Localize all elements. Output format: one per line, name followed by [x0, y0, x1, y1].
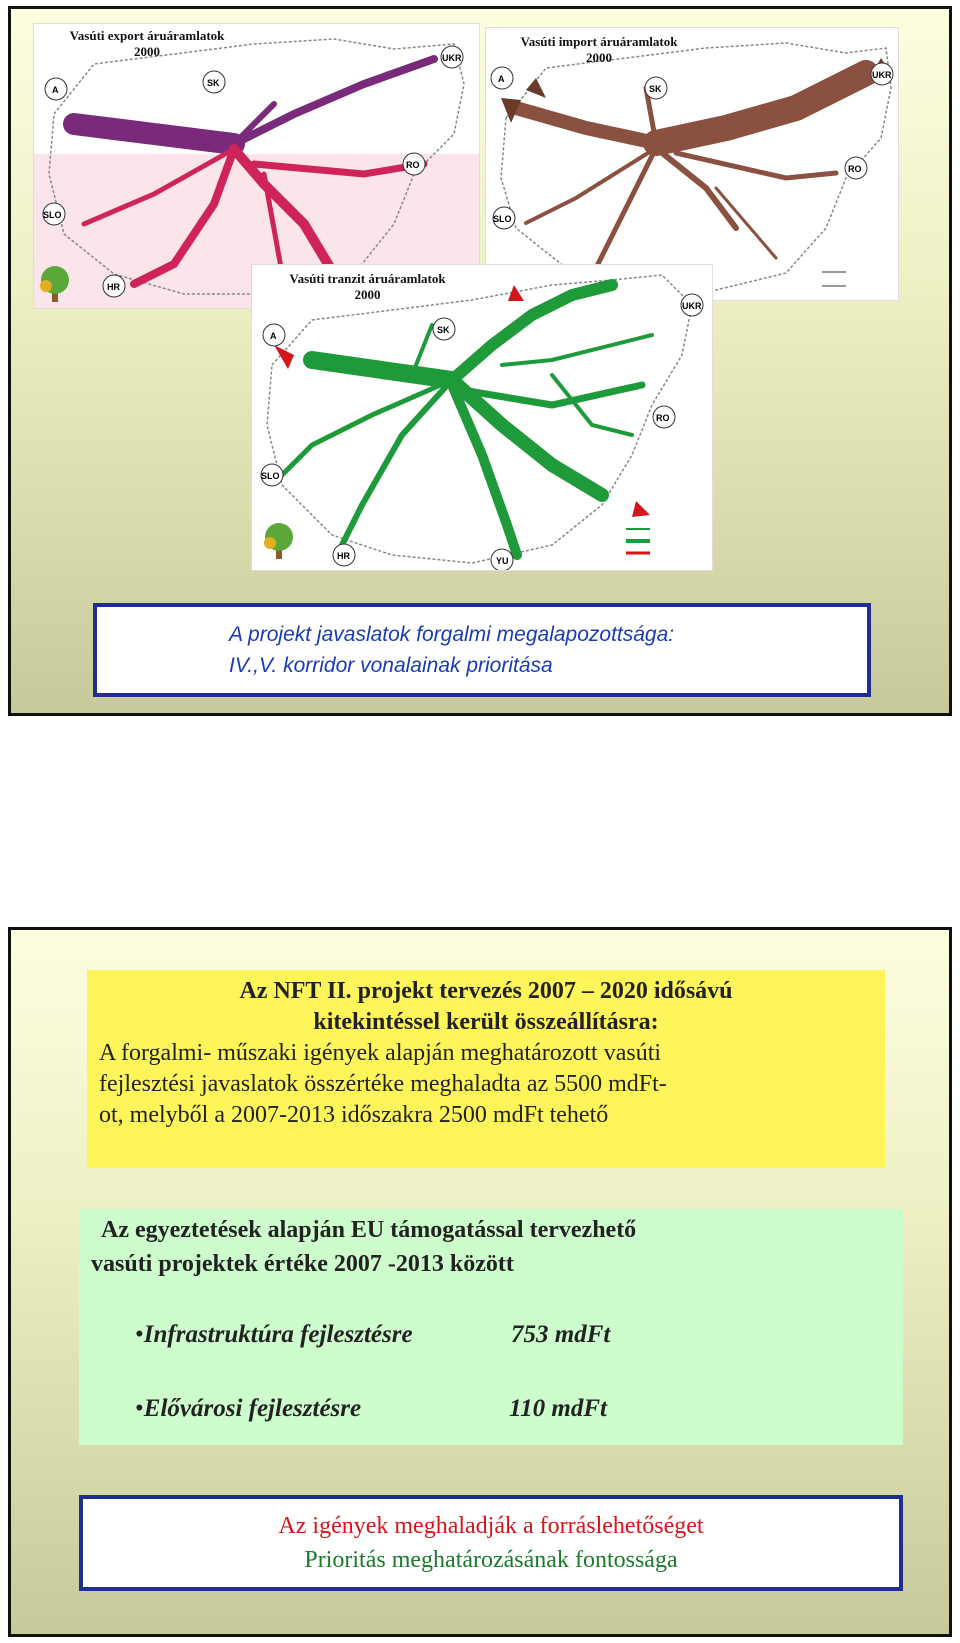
svg-text:HR: HR: [107, 282, 120, 292]
tree-logo-icon: [40, 266, 69, 302]
bullet-infrastructure: [135, 1321, 413, 1349]
summary-heading-line-1: Az NFT II. projekt tervezés 2007 – 2020 idősávú: [239, 978, 733, 1004]
bullet-label: Infrastruktúra fejlesztésre: [143, 1321, 413, 1348]
svg-text:A: A: [52, 85, 59, 95]
summary-paragraph-line-2: fejlesztési javaslatok összértéke meghaladta az 5500 mdFt-: [99, 1071, 667, 1097]
bullet-infrastructure-value: 753 mdFt: [511, 1321, 611, 1348]
svg-text:SK: SK: [207, 78, 220, 88]
import-map-title: Vasúti import áruáramlatok: [520, 34, 678, 49]
import-map: [485, 27, 899, 301]
slide-maps: [8, 6, 952, 716]
transit-map-year: 2000: [354, 287, 381, 302]
slide-budget: [8, 927, 952, 1637]
eu-funding-box: [79, 1209, 903, 1445]
bullet-label: Elővárosi fejlesztésre: [143, 1395, 362, 1422]
bullet-suburban: [135, 1395, 361, 1423]
summary-paragraph-line-1: A forgalmi- műszaki igények alapján meghatározott vasúti: [99, 1040, 662, 1066]
svg-text:SK: SK: [649, 84, 662, 94]
bullet-icon: •: [135, 1395, 144, 1422]
caption-line-2: IV.,V. korridor vonalainak prioritása: [229, 654, 553, 677]
caption-line-1: A projekt javaslatok forgalmi megalapozottsága:: [229, 623, 675, 646]
svg-text:RO: RO: [406, 160, 420, 170]
svg-text:SK: SK: [437, 325, 450, 335]
summary-box: [87, 970, 885, 1168]
transit-map-graphic: [252, 265, 712, 570]
conclusion-box: [79, 1495, 903, 1591]
svg-text:HR: HR: [337, 551, 350, 561]
tree-logo-icon: [264, 523, 293, 559]
transit-map: [251, 264, 713, 571]
bullet-icon: •: [135, 1321, 144, 1348]
svg-text:SLO: SLO: [261, 471, 280, 481]
eu-heading-line-2: vasúti projektek értéke 2007 -2013 között: [91, 1251, 514, 1277]
svg-text:RO: RO: [656, 413, 670, 423]
conclusion-line-1: Az igények meghaladják a forráslehetőséget: [278, 1513, 704, 1539]
svg-text:UKR: UKR: [442, 53, 462, 63]
svg-text:RO: RO: [848, 164, 862, 174]
svg-text:UKR: UKR: [872, 70, 892, 80]
summary-paragraph-line-3: ot, melyből a 2007-2013 időszakra 2500 mdFt tehető: [99, 1102, 609, 1128]
svg-text:SLO: SLO: [43, 210, 62, 220]
bullet-suburban-value: 110 mdFt: [509, 1395, 607, 1422]
svg-text:YU: YU: [496, 556, 509, 566]
svg-text:SLO: SLO: [493, 214, 512, 224]
transit-map-title: Vasúti tranzit áruáramlatok: [289, 271, 446, 286]
conclusion-line-2: Prioritás meghatározásának fontossága: [304, 1547, 678, 1573]
caption-box: [93, 603, 871, 697]
summary-heading-line-2: kitekintéssel került összeállításra:: [313, 1009, 659, 1035]
eu-heading-line-1: Az egyeztetések alapján EU támogatással tervezhető: [101, 1217, 637, 1243]
import-map-year: 2000: [586, 50, 612, 65]
import-map-graphic: [486, 28, 898, 300]
svg-text:A: A: [498, 74, 505, 84]
svg-text:UKR: UKR: [682, 301, 702, 311]
export-map-year: 2000: [134, 44, 160, 59]
svg-text:A: A: [270, 331, 277, 341]
export-map-title: Vasúti export áruáramlatok: [69, 28, 225, 43]
